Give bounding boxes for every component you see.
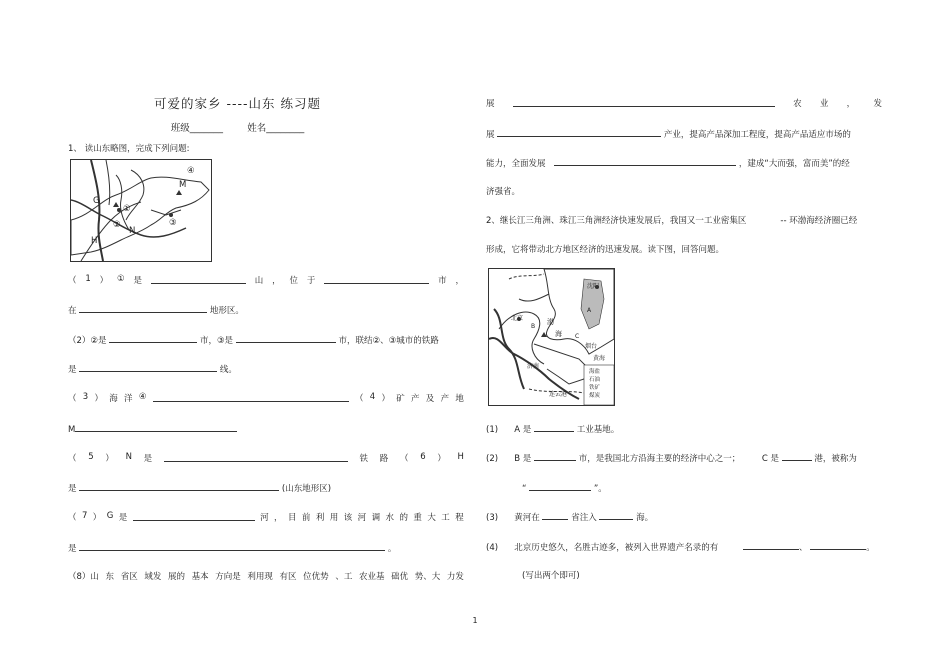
blank-q2-3a[interactable]: [542, 510, 568, 520]
q1-part6-line2: 是 (山东地形区): [68, 481, 464, 494]
right-line4: 济强省。: [486, 187, 521, 197]
blank-r2[interactable]: [497, 127, 661, 137]
blank-1b[interactable]: [324, 274, 429, 284]
legend-coal: 煤炭: [589, 393, 601, 399]
class-name-line: 班级_______ 姓名________: [170, 123, 305, 134]
shandong-map: [70, 159, 212, 262]
map-label-1: ①: [123, 204, 131, 214]
q1-part7-line2: 是 。: [68, 541, 464, 554]
blank-7b[interactable]: [79, 541, 385, 551]
blank-q2-2b[interactable]: [782, 451, 812, 461]
map2-lianyungang: 连云港: [549, 391, 568, 398]
map2-c: C: [575, 333, 580, 340]
blank-7a[interactable]: [133, 511, 255, 521]
q2-s4-note: (写出两个即可): [522, 571, 580, 581]
map2-shenyang: 沈阳: [587, 283, 600, 290]
q1-part2-line2: 是 线。: [68, 362, 464, 375]
map-label-4: ④: [187, 166, 195, 176]
q2-s2-line2: “ ”。: [522, 481, 918, 494]
blank-6a[interactable]: [79, 481, 279, 491]
map-label-3: ③: [169, 218, 177, 228]
map-label-h: H: [91, 236, 98, 246]
q1-part3-line1: （ 3 ） 海 洋 ④ （ 4 ） 矿 产 及 产 地: [68, 392, 464, 404]
q1-part1-line2: 在 地形区。: [68, 303, 464, 316]
legend-iron: 铁矿: [589, 385, 601, 391]
map2-yantai: 烟台: [585, 343, 598, 350]
map2-bo: 渤: [547, 318, 554, 326]
blank-r3[interactable]: [554, 156, 736, 166]
blank-r1[interactable]: [513, 97, 775, 107]
q1-part5-line1: （ 5 ） N 是 铁 路 （ 6 ） H: [68, 452, 464, 464]
blank-2a[interactable]: [109, 333, 197, 343]
q1-part8-line1: （8）山 东 省区 域发 展的 基本 方向是 利用现 有区 位优势 、工 农业基 础优 势、大 力发: [68, 572, 464, 582]
bohai-map: [488, 268, 615, 406]
map2-huanghai: 黄海: [593, 355, 606, 362]
blank-3a[interactable]: [153, 392, 349, 402]
map-label-2: ②: [113, 220, 121, 230]
blank-q2-4a[interactable]: [743, 540, 799, 550]
q1-intro: 1、 读山东略图，完成下列问题:: [68, 144, 190, 154]
q2-intro-line1: 2、继长江三角洲、珠江三角洲经济快速发展后，我国又一工业密集区 -- 环渤海经济圈已经: [486, 216, 858, 226]
blank-1a[interactable]: [151, 274, 246, 284]
map2-a: A: [587, 307, 592, 314]
blank-q2-1[interactable]: [534, 422, 574, 432]
q2-s4: (4) 北京历史悠久，名胜古迹多，被列入世界遗产名录的有 、 。: [486, 540, 882, 553]
q2-intro-line2: 形成，它将带动北方地区经济的迅速发展。读下图，回答问题。: [486, 245, 725, 255]
map2-beijing: 北京: [511, 315, 524, 322]
map2-b: B: [531, 323, 536, 330]
blank-q2-2c[interactable]: [529, 481, 591, 491]
legend-oil: 石油: [589, 377, 601, 383]
q2-s2: (2) B 是 市，是我国北方沿海主要的经济中心之一； C 是 港，被称为: [486, 451, 882, 464]
blank-2b[interactable]: [236, 333, 336, 343]
q2-s3: (3) 黄河在 省注入 海。: [486, 510, 882, 523]
q1-part4-line2: M: [68, 422, 464, 435]
page-number: 1: [472, 616, 478, 625]
right-line3: 能力，全面发展 ，建成“大而强，富而美”的经: [486, 156, 882, 169]
map2-jinan: 济南: [527, 363, 540, 370]
map2-hai: 海: [555, 330, 562, 338]
blank-q2-3b[interactable]: [599, 510, 633, 520]
legend-salt: 海盐: [589, 369, 601, 375]
page-title: 可爱的家乡 ----山东 练习题: [154, 96, 321, 111]
map-label-n: N: [129, 226, 136, 236]
map-label-m: M: [179, 180, 187, 190]
blank-q2-2a[interactable]: [534, 451, 576, 461]
blank-5a[interactable]: [164, 452, 348, 462]
q1-part7-line1: （ 7 ） G 是 河 ， 目 前 利 用 该 河 调 水 的 重 大 工 程: [68, 511, 464, 523]
blank-1c[interactable]: [79, 303, 207, 313]
blank-2c[interactable]: [79, 362, 217, 372]
blank-q2-4b[interactable]: [810, 540, 866, 550]
q1-part1-line1: （ 1 ） ① 是 山 ， 位 于 市 ，: [68, 274, 464, 286]
right-line1: 展 农 业 ， 发: [486, 99, 882, 109]
map-label-g: G: [93, 196, 100, 206]
right-line2: 展 产业，提高产品深加工程度，提高产品适应市场的: [486, 127, 882, 140]
blank-4a[interactable]: [75, 422, 237, 432]
q1-part2-line1: （2）②是 市，③是 市，联结②、③城市的铁路: [68, 333, 464, 346]
q2-s1: (1) A 是 工业基地。: [486, 422, 882, 435]
